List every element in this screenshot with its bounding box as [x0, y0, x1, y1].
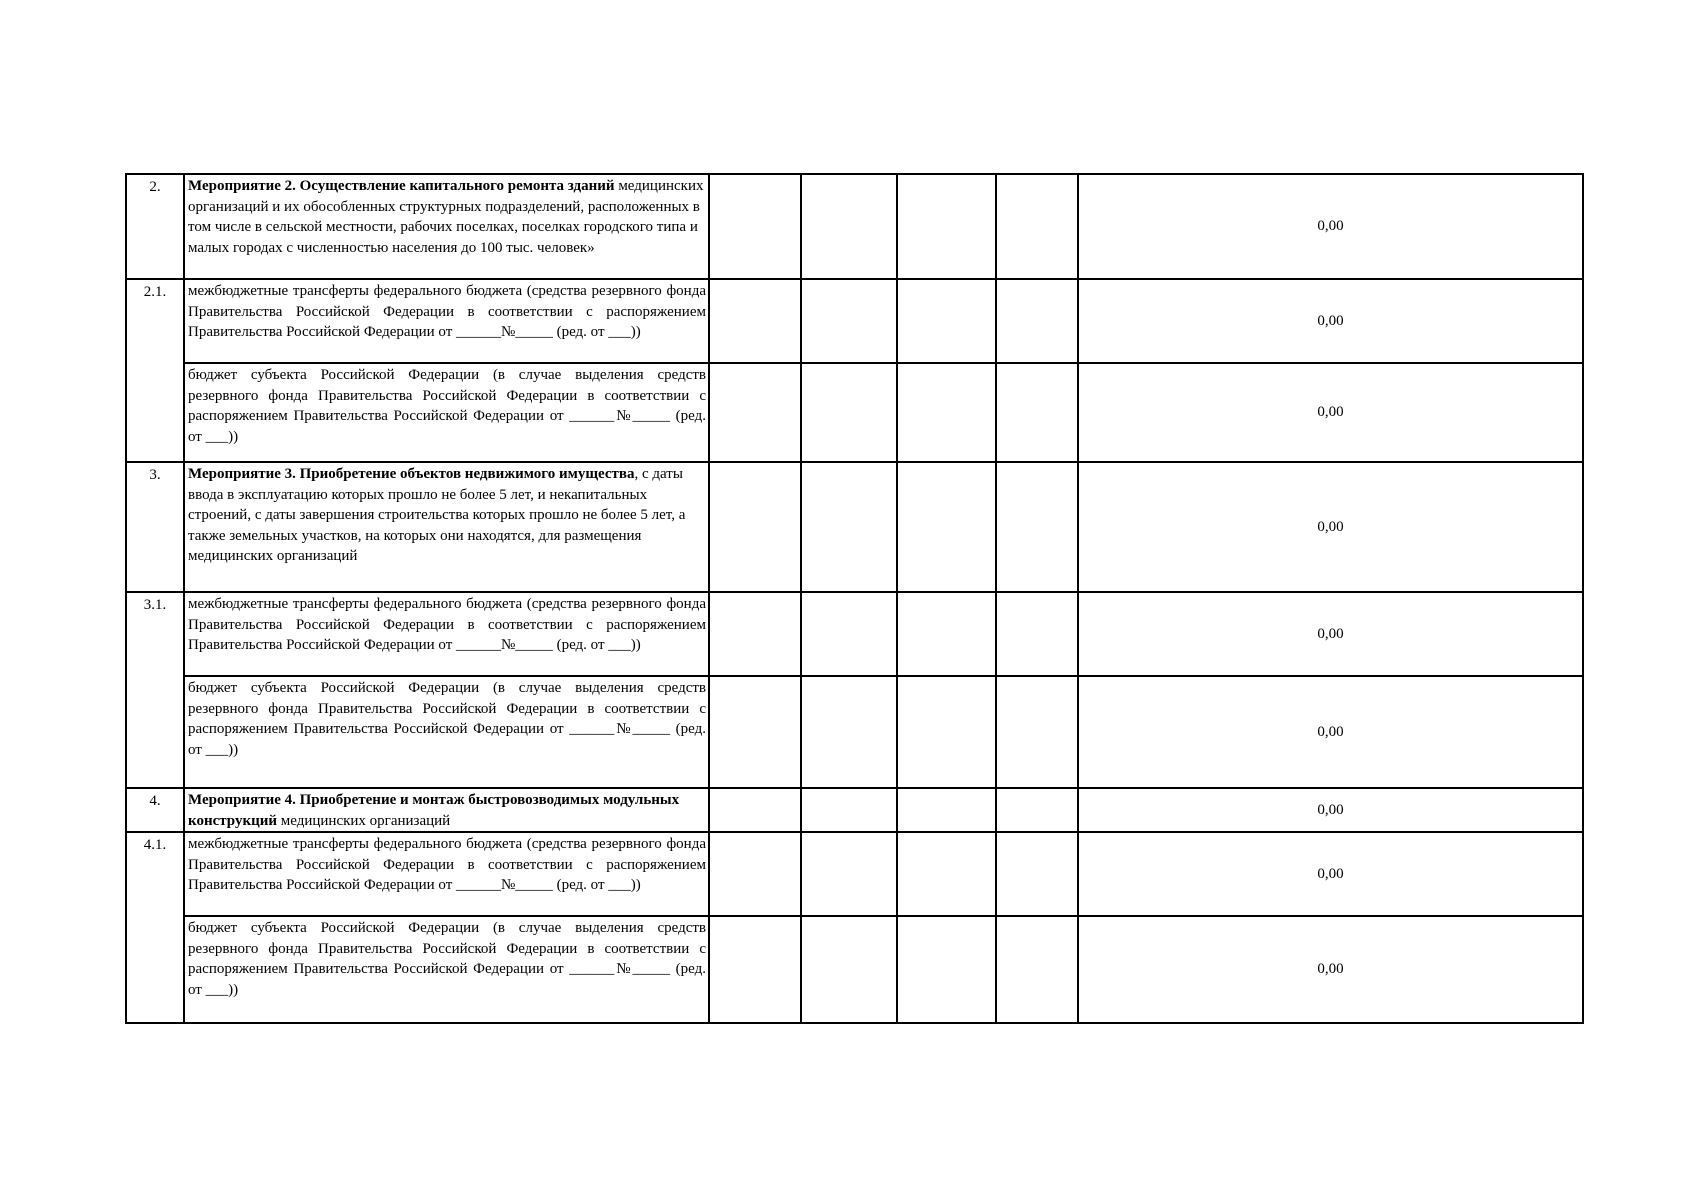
- empty-cell: [996, 592, 1078, 676]
- empty-cell: [897, 832, 996, 916]
- table-row: [126, 174, 1583, 279]
- empty-cell: [897, 916, 996, 1023]
- empty-cell: [801, 916, 897, 1023]
- empty-cell: [996, 676, 1078, 788]
- empty-cell: [897, 363, 996, 462]
- funding-source-text: межбюджетные трансферты федерального бюджета (средства резервного фонда Правительства Российской Федерации в соответствии с распоряжением Правительства Российской Федерации от ______№_____ (ред. от ___)): [184, 592, 709, 676]
- amount-cell: 0,00: [1078, 676, 1583, 788]
- measure-title-bold: Мероприятие 3. Приобретение объектов недвижимого имущества: [188, 466, 635, 482]
- table-row: [126, 462, 1583, 592]
- funding-source-text: бюджет субъекта Российской Федерации (в случае выделения средств резервного фонда Правительства Российской Федерации в соответствии с распоряжением Правительства Российской Федерации от ______№_____ (ред. от ___)): [184, 916, 709, 1023]
- amount-cell: 0,00: [1078, 363, 1583, 462]
- table-row: [126, 363, 1583, 462]
- amount-cell: 0,00: [1078, 832, 1583, 916]
- empty-cell: [801, 788, 897, 832]
- measure-title-rest: медицинских организаций: [277, 812, 451, 829]
- measure-title-rest: , с даты ввода в эксплуатацию которых прошло не более 5 лет, и некапитальных строений, с даты завершения строительства которых прошло не более 5 лет, а также земельных участков, на которых они находятся, для размещения медицинских организаций: [188, 466, 686, 564]
- row-number: 3.: [126, 462, 184, 592]
- empty-cell: [996, 788, 1078, 832]
- empty-cell: [801, 462, 897, 592]
- measure-title: [184, 462, 709, 592]
- row-number: 2.: [126, 174, 184, 279]
- sub-row-number: 2.1.: [126, 279, 184, 462]
- amount-cell: 0,00: [1078, 279, 1583, 363]
- row-number: 4.: [126, 788, 184, 832]
- table-row: [126, 279, 1583, 363]
- empty-cell: [709, 279, 801, 363]
- measure-title-rest: медицинских организаций и их обособленных структурных подразделений, расположенных в том числе в сельской местности, рабочих поселках, поселках городского типа и малых городах с численностью населения до 100 тыс. человек»: [188, 178, 704, 256]
- table-row: [126, 916, 1583, 1023]
- table-row: [126, 832, 1583, 916]
- sub-row-number: 4.1.: [126, 832, 184, 1023]
- table-row: [126, 788, 1583, 832]
- amount-cell: 0,00: [1078, 174, 1583, 279]
- measure-title-bold: Мероприятие 4. Приобретение и монтаж быстровозводимых модульных конструкций: [188, 792, 680, 829]
- empty-cell: [897, 592, 996, 676]
- empty-cell: [996, 279, 1078, 363]
- empty-cell: [801, 832, 897, 916]
- empty-cell: [897, 174, 996, 279]
- empty-cell: [709, 363, 801, 462]
- empty-cell: [996, 174, 1078, 279]
- empty-cell: [801, 363, 897, 462]
- empty-cell: [709, 916, 801, 1023]
- amount-cell: 0,00: [1078, 592, 1583, 676]
- empty-cell: [897, 788, 996, 832]
- funding-source-text: бюджет субъекта Российской Федерации (в случае выделения средств резервного фонда Правительства Российской Федерации в соответствии с распоряжением Правительства Российской Федерации от ______№_____ (ред. от ___)): [184, 363, 709, 462]
- empty-cell: [801, 592, 897, 676]
- empty-cell: [996, 916, 1078, 1023]
- measure-title: [184, 788, 709, 832]
- empty-cell: [709, 174, 801, 279]
- empty-cell: [709, 462, 801, 592]
- empty-cell: [801, 174, 897, 279]
- amount-cell: 0,00: [1078, 788, 1583, 832]
- measure-title-bold: Мероприятие 2. Осуществление капитального ремонта зданий: [188, 178, 615, 194]
- empty-cell: [709, 592, 801, 676]
- funding-source-text: межбюджетные трансферты федерального бюджета (средства резервного фонда Правительства Российской Федерации в соответствии с распоряжением Правительства Российской Федерации от ______№_____ (ред. от ___)): [184, 832, 709, 916]
- amount-cell: 0,00: [1078, 462, 1583, 592]
- funding-source-text: межбюджетные трансферты федерального бюджета (средства резервного фонда Правительства Российской Федерации в соответствии с распоряжением Правительства Российской Федерации от ______№_____ (ред. от ___)): [184, 279, 709, 363]
- empty-cell: [996, 462, 1078, 592]
- budget-table: [125, 173, 1584, 1024]
- table-row: [126, 592, 1583, 676]
- empty-cell: [801, 676, 897, 788]
- empty-cell: [709, 676, 801, 788]
- table-row: [126, 676, 1583, 788]
- sub-row-number: 3.1.: [126, 592, 184, 788]
- amount-cell: 0,00: [1078, 916, 1583, 1023]
- funding-source-text: бюджет субъекта Российской Федерации (в случае выделения средств резервного фонда Правительства Российской Федерации в соответствии с распоряжением Правительства Российской Федерации от ______№_____ (ред. от ___)): [184, 676, 709, 788]
- empty-cell: [897, 462, 996, 592]
- measure-title: [184, 174, 709, 279]
- empty-cell: [996, 832, 1078, 916]
- empty-cell: [709, 788, 801, 832]
- empty-cell: [897, 279, 996, 363]
- empty-cell: [709, 832, 801, 916]
- empty-cell: [801, 279, 897, 363]
- empty-cell: [996, 363, 1078, 462]
- empty-cell: [897, 676, 996, 788]
